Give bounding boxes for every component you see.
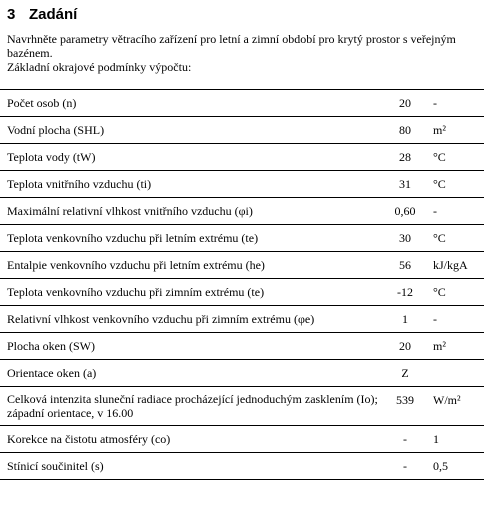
row-label: Teplota vnitřního vzduchu (ti)	[7, 177, 152, 191]
row-unit: °C	[433, 231, 446, 245]
table-row	[0, 252, 484, 279]
row-value: 31	[399, 177, 411, 191]
row-label: Stínicí součinitel (s)	[7, 459, 104, 473]
row-label: Teplota venkovního vzduchu při zimním extrému (te)	[7, 285, 265, 299]
row-unit: -	[433, 204, 437, 218]
row-label: Orientace oken (a)	[7, 366, 97, 380]
table-row	[0, 198, 484, 225]
table-row	[0, 225, 484, 252]
row-label: Teplota venkovního vzduchu při letním extrému (te)	[7, 231, 259, 245]
row-unit: 1	[433, 432, 439, 446]
table-row	[0, 360, 484, 387]
row-value: 56	[399, 258, 411, 272]
section-heading	[7, 6, 77, 23]
intro-line-2: Základní okrajové podmínky výpočtu:	[7, 60, 192, 74]
row-unit: kJ/kgA	[433, 258, 468, 272]
section-title: Zadání	[29, 6, 78, 23]
intro-line-1: Navrhněte parametry větracího zařízení pro letní a zimní období pro krytý prostor s veřejným bazénem.	[7, 32, 456, 60]
row-label: Vodní plocha (SHL)	[7, 123, 105, 137]
row-label: Počet osob (n)	[7, 96, 77, 110]
row-value: 0,60	[394, 204, 416, 218]
table-row	[0, 117, 484, 144]
row-unit: 0,5	[433, 459, 448, 473]
row-unit: °C	[433, 285, 446, 299]
table-row	[0, 453, 484, 480]
row-value: 30	[399, 231, 411, 245]
row-label: Celková intenzita sluneční radiace procházející jednoduchým zasklením (Io); západní orientace, v 16.00	[7, 392, 378, 420]
row-unit: °C	[433, 177, 446, 191]
row-value: 28	[399, 150, 411, 164]
row-label: Entalpie venkovního vzduchu při letním extrému (he)	[7, 258, 265, 272]
row-unit: m²	[433, 339, 446, 353]
row-value: Z	[401, 366, 409, 380]
table-row	[0, 387, 484, 426]
table-row	[0, 426, 484, 453]
row-label: Teplota vody (tW)	[7, 150, 96, 164]
row-unit: W/m²	[433, 393, 461, 407]
row-value: -	[403, 432, 407, 446]
row-unit: °C	[433, 150, 446, 164]
row-label: Korekce na čistotu atmosféry (co)	[7, 432, 171, 446]
row-value: 20	[399, 339, 411, 353]
parameters-table	[0, 89, 484, 480]
table-row	[0, 90, 484, 117]
row-value: -12	[397, 285, 413, 299]
section-number: 3	[7, 6, 16, 23]
row-value: 539	[396, 393, 414, 407]
row-label: Relativní vlhkost venkovního vzduchu při zimním extrému (φe)	[7, 312, 315, 326]
intro-text	[7, 32, 489, 74]
table-row	[0, 279, 484, 306]
row-unit: m²	[433, 123, 446, 137]
row-value: 80	[399, 123, 411, 137]
table-row	[0, 333, 484, 360]
row-value: 1	[402, 312, 408, 326]
table-row	[0, 171, 484, 198]
row-unit: -	[433, 312, 437, 326]
row-value: -	[403, 459, 407, 473]
row-value: 20	[399, 96, 411, 110]
row-unit: -	[433, 96, 437, 110]
row-label: Plocha oken (SW)	[7, 339, 95, 353]
row-label: Maximální relativní vlhkost vnitřního vzduchu (φi)	[7, 204, 253, 218]
table-row	[0, 306, 484, 333]
table-row	[0, 144, 484, 171]
